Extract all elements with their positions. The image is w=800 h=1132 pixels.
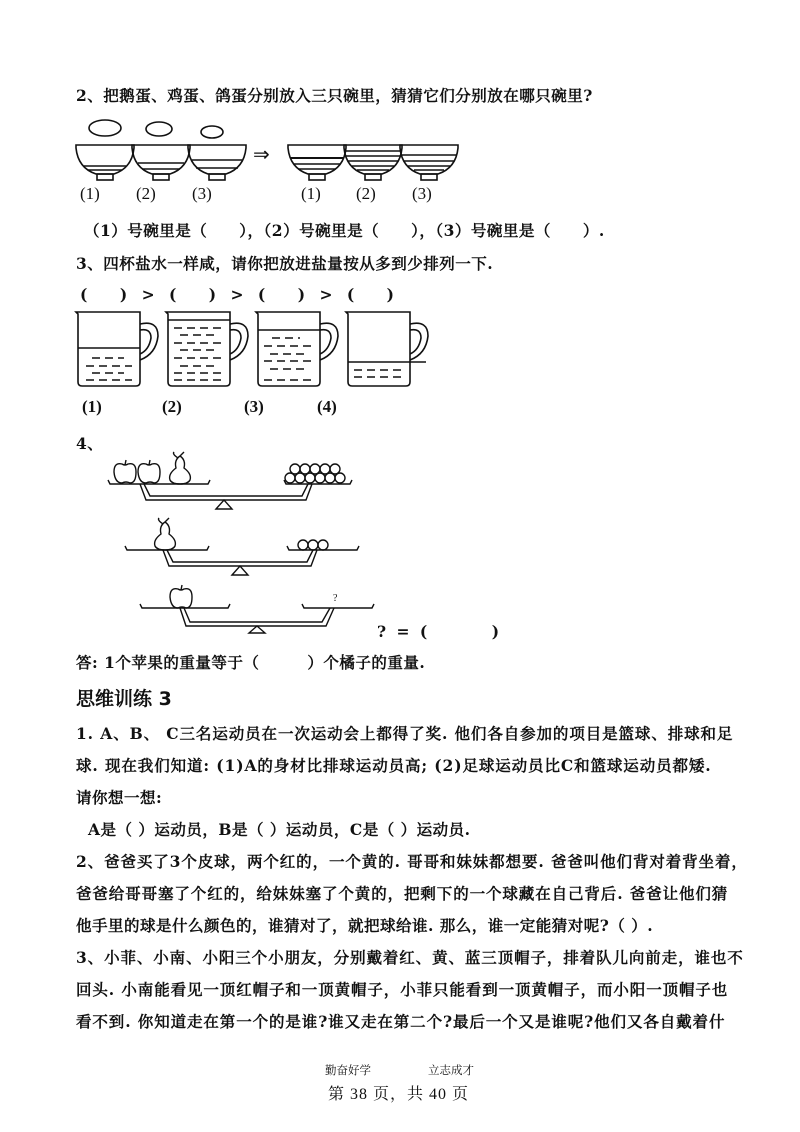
- bowl-icon: [400, 145, 458, 180]
- problem-1-line-1: 1. A、B、 C三名运动员在一次运动会上都得了奖. 他们各自参加的项目是篮球、排球和足: [76, 724, 734, 743]
- orange-icon-group: [285, 464, 345, 483]
- apple-icon: [114, 460, 136, 483]
- problem-2-line-3: 他手里的球是什么颜色的，谁猜对了，就把球给谁. 那么，谁一定能猜对呢?（ ）.: [76, 916, 654, 935]
- orange-icon: [298, 540, 308, 550]
- problem-2-line-2: 爸爸给哥哥塞了个红的，给妹妹塞了个黄的，把剩下的一个球藏在自己背后. 爸爸让他们猜: [76, 884, 729, 903]
- q3-title: 3、四杯盐水一样咸，请你把放进盐量按从多到少排列一下.: [76, 254, 494, 273]
- apple-icon: [138, 460, 160, 483]
- bowl-icon: [188, 145, 246, 180]
- bowl-label-right-3: (3): [412, 184, 432, 203]
- arrow-icon: ⇒: [253, 144, 270, 166]
- cup-icon: [346, 312, 428, 386]
- bowl-icon: [288, 145, 346, 180]
- q3-order-line: ( ) > ( ) > ( ) > ( ): [80, 285, 395, 304]
- problem-1-answer-line: A是（ ）运动员，B是（ ）运动员，C是（ ）运动员.: [88, 820, 471, 839]
- apple-icon: [170, 585, 192, 608]
- q4-answer: 答: 1个苹果的重量等于（ ）个橘子的重量.: [76, 653, 426, 672]
- balance-scale-2: [125, 518, 359, 575]
- bowl-icon: [76, 145, 134, 180]
- problem-2-line-1: 2、爸爸买了3个皮球，两个红的，一个黄的. 哥哥和妹妹都想要. 爸爸叫他们背对着背坐着，: [76, 852, 748, 871]
- footer-motto-right: 立志成才: [428, 1063, 474, 1077]
- cup-label-1: (1): [82, 397, 102, 416]
- problem-3-line-1: 3、小菲、小南、小阳三个小朋友，分别戴着红、黄、蓝三顶帽子，排着队儿向前走，谁也不: [76, 948, 744, 967]
- bowl-label-right-2: (2): [356, 184, 376, 203]
- bowl-icon: [344, 145, 402, 180]
- problem-1-line-3: 请你想一想:: [76, 788, 163, 807]
- cup-icon: [256, 312, 338, 386]
- bowl-label-right-1: (1): [301, 184, 321, 203]
- balance-scale-1: [108, 452, 352, 509]
- cup-label-4: (4): [317, 397, 337, 416]
- problem-3-line-2: 回头. 小南能看见一顶红帽子和一顶黄帽子，小菲只能看到一顶黄帽子，而小阳一顶帽子也: [76, 980, 729, 999]
- orange-icon: [318, 540, 328, 550]
- chicken-egg-icon: [146, 122, 172, 136]
- orange-icon: [308, 540, 318, 550]
- fulcrum-icon: [249, 626, 265, 633]
- pear-icon: [155, 518, 176, 550]
- q4-title: 4、: [76, 434, 104, 453]
- cup-icon: [76, 312, 158, 386]
- q2-answer-line: （1）号碗里是（ ），（2）号碗里是（ ），（3）号碗里是（ ）.: [84, 221, 605, 240]
- balance-scale-3: [140, 585, 374, 633]
- unknown-weight-mark: ?: [333, 593, 338, 604]
- footer-motto-left: 勤奋好学: [325, 1063, 371, 1077]
- cup-icon: [166, 312, 248, 386]
- page-number: 第 38 页，共 40 页: [328, 1086, 470, 1103]
- bowl-label-left-1: (1): [80, 184, 100, 203]
- q2-title: 2、把鹅蛋、鸡蛋、鸽蛋分别放入三只碗里，猜猜它们分别放在哪只碗里?: [76, 86, 593, 105]
- bowl-label-left-2: (2): [136, 184, 156, 203]
- q4-balance-figure: [100, 450, 400, 640]
- problem-3-line-3: 看不到. 你知道走在第一个的是谁?谁又走在第二个?最后一个又是谁呢?他们又各自戴着什: [76, 1012, 726, 1031]
- fulcrum-icon: [216, 500, 232, 509]
- problem-1-line-2: 球. 现在我们知道: (1)A的身材比排球运动员高; (2)足球运动员比C和篮球运动员都矮.: [76, 756, 712, 775]
- pigeon-egg-icon: [201, 126, 223, 138]
- q3-cups-figure: [74, 306, 474, 396]
- bowl-label-left-3: (3): [192, 184, 212, 203]
- cup-label-3: (3): [244, 397, 264, 416]
- q4-equals-line: ? = ( ): [377, 622, 500, 641]
- pear-icon: [170, 452, 191, 484]
- cup-label-2: (2): [162, 397, 182, 416]
- goose-egg-icon: [89, 120, 121, 136]
- fulcrum-icon: [232, 566, 248, 575]
- section-title: 思维训练 3: [76, 688, 172, 710]
- bowl-icon: [132, 145, 190, 180]
